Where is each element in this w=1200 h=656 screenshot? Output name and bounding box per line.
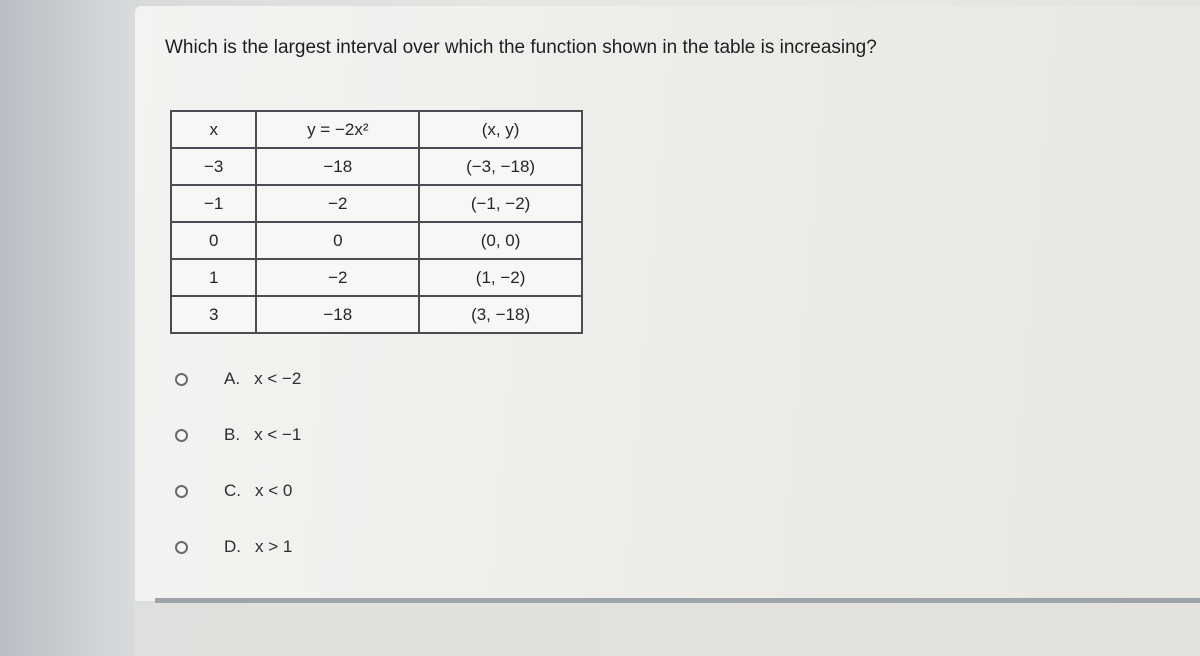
option-b[interactable] [175,420,301,450]
cell-x: 3 [171,296,256,333]
cell-xy: (−3, −18) [419,148,582,185]
option-letter: A. [224,369,241,388]
table-row [171,148,582,185]
header-xy: (x, y) [419,111,582,148]
question-text: Which is the largest interval over which the function shown in the table is increasing? [165,37,877,58]
card-divider [155,598,1200,603]
table-header-row [171,111,582,148]
function-table [170,110,583,334]
option-d[interactable] [175,532,301,562]
option-text: x > 1 [255,537,293,556]
cell-x: −3 [171,148,256,185]
radio-button[interactable] [175,373,188,386]
option-a[interactable] [175,364,301,394]
cell-y: −18 [256,296,419,333]
cell-y: 0 [256,222,419,259]
option-letter: B. [224,425,241,444]
option-text: x < −1 [254,425,302,444]
header-x: x [171,111,256,148]
radio-button[interactable] [175,429,188,442]
cell-x: −1 [171,185,256,222]
screen-bezel [0,0,135,656]
cell-y: −2 [256,259,419,296]
cell-y: −18 [256,148,419,185]
cell-xy: (0, 0) [419,222,582,259]
cell-x: 1 [171,259,256,296]
cell-xy: (1, −2) [419,259,582,296]
option-c[interactable] [175,476,301,506]
page-background-lower [135,603,1200,656]
option-text: x < −2 [254,369,302,388]
cell-x: 0 [171,222,256,259]
table-row [171,259,582,296]
answer-options [175,364,301,588]
option-letter: C. [224,481,241,500]
radio-button[interactable] [175,485,188,498]
cell-xy: (3, −18) [419,296,582,333]
table-row [171,185,582,222]
option-letter: D. [224,537,241,556]
cell-y: −2 [256,185,419,222]
cell-xy: (−1, −2) [419,185,582,222]
table-row [171,296,582,333]
table-row [171,222,582,259]
option-text: x < 0 [255,481,293,500]
radio-button[interactable] [175,541,188,554]
header-y: y = −2x² [256,111,419,148]
